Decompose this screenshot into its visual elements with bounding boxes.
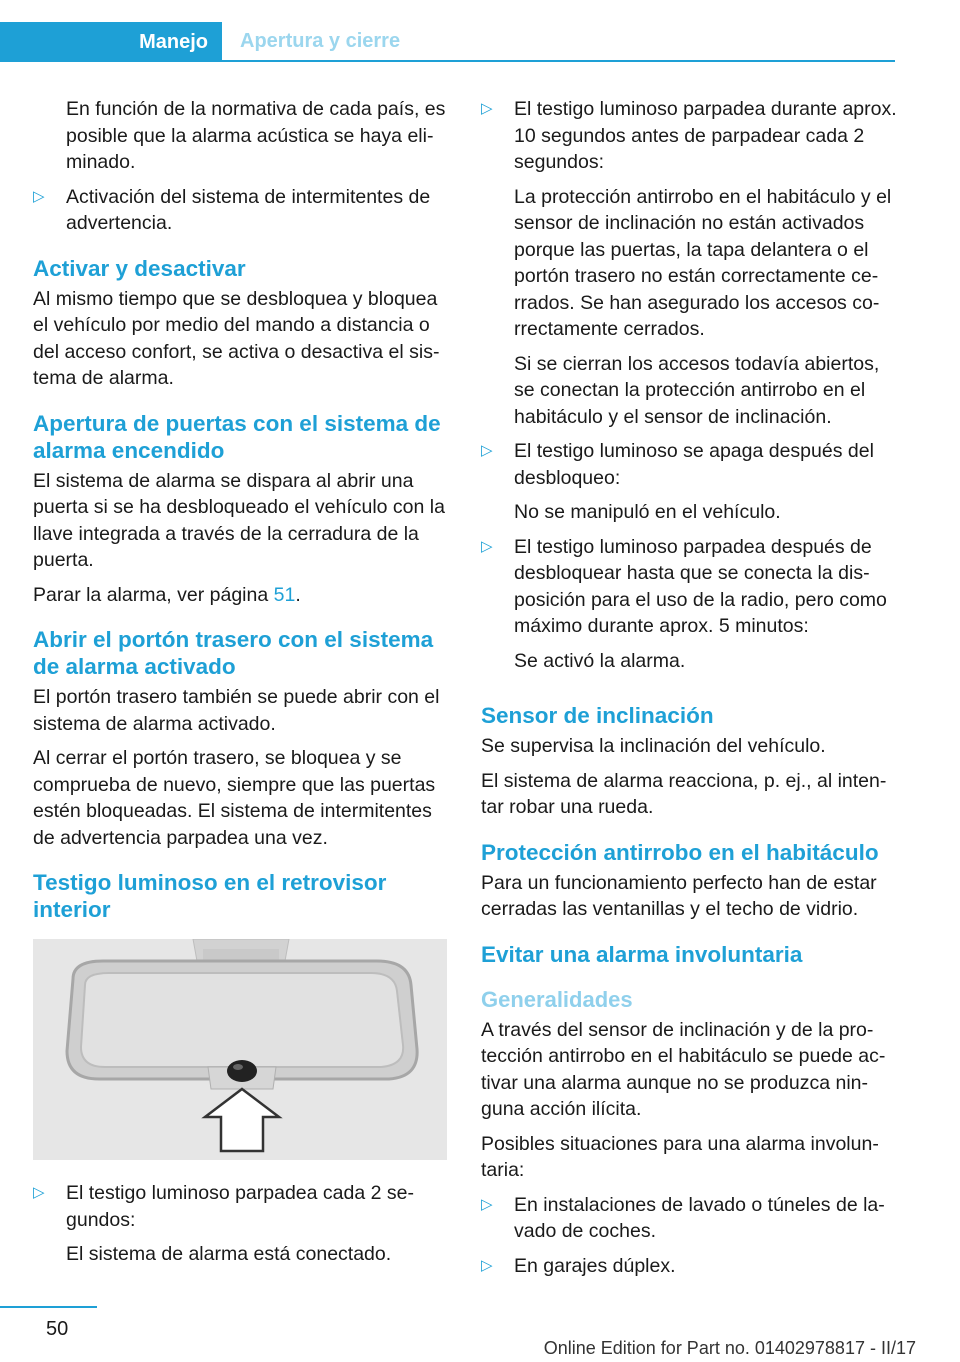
triangle-right-icon: ▷ — [481, 442, 493, 459]
page-number: 50 — [46, 1318, 69, 1340]
triangle-right-icon: ▷ — [33, 187, 45, 205]
paragraph: El sistema de alarma se dispara al abrir una puerta si se ha desbloqueado el vehículo con la llave integrada a través de la cerradura de la puerta. — [33, 469, 445, 571]
rearview-mirror-figure — [33, 939, 447, 1160]
paragraph: Al cerrar el portón trasero, se bloquea y se comprueba de nuevo, siempre que las puertas estén bloqueadas. El sistema de intermitentes de advertencia parpadea una vez. — [33, 747, 436, 849]
paragraph: Se supervisa la inclinación del vehículo. — [481, 735, 826, 757]
header-subsection: Apertura y cierre — [240, 30, 401, 52]
list-item: ▷ El testigo luminoso parpadea cada 2 segundos: — [33, 1182, 414, 1231]
paragraph: La protección antirrobo en el habitáculo y el sensor de inclinación no están activados porque las puertas, la tapa delantera o el portón trasero no están correctamente cerrados. Se han asegurado los accesos correctamente cerrados. — [514, 185, 892, 340]
section-heading: Evitar una alarma involuntaria — [481, 941, 803, 967]
section-heading: Activar y desactivar — [33, 255, 246, 281]
header-section-tab: Manejo — [0, 22, 222, 62]
paragraph: No se manipuló en el vehículo. — [514, 501, 781, 523]
section-heading: Testigo luminoso en el retrovisor interior — [33, 870, 387, 922]
list-item: ▷ El testigo luminoso se apaga después del desbloqueo: — [481, 440, 874, 489]
list-item: ▷ Activación del sistema de intermitentes de advertencia. — [33, 185, 431, 234]
paragraph: El sistema de alarma está conectado. — [66, 1243, 392, 1265]
paragraph: Para un funcionamiento perfecto han de estar cerradas las ventanillas y el techo de vidrio. — [481, 871, 877, 920]
section-heading: Apertura de puertas con el sistema de alarma encendido — [33, 410, 441, 463]
left-column — [33, 96, 451, 1276]
paragraph: El sistema de alarma reacciona, p. ej., al intentar robar una rueda. — [481, 769, 887, 818]
triangle-right-icon: ▷ — [33, 1184, 45, 1201]
section-heading: Protección antirrobo en el habitáculo — [481, 839, 879, 865]
triangle-right-icon: ▷ — [481, 1195, 493, 1213]
triangle-right-icon: ▷ — [481, 100, 493, 117]
triangle-right-icon: ▷ — [481, 1256, 493, 1274]
section-heading: Sensor de inclinación — [481, 703, 714, 728]
paragraph: En función de la normativa de cada país, es posible que la alarma acústica se haya eliminado. — [66, 98, 446, 173]
paragraph: Se activó la alarma. — [514, 649, 686, 672]
list-item: ▷ En instalaciones de lavado o túneles de lavado de coches. — [481, 1193, 885, 1242]
rearview-mirror-indicator-illustration — [33, 939, 447, 1160]
list-item: ▷ El testigo luminoso parpadea después de desbloquear hasta que se conecta la disposición para el uso de la radio, pero como máximo durante aprox. 5 minutos: — [481, 535, 887, 637]
paragraph: El portón trasero también se puede abrir con el sistema de alarma activado. — [33, 686, 440, 735]
subsection-heading: Generalidades — [481, 986, 633, 1012]
paragraph: A través del sensor de inclinación y de la protección antirrobo en el habitáculo se puede activar una alarma aunque no se produzca ninguna acción ilícita. — [481, 1018, 886, 1120]
list-item: ▷ En garajes dúplex. — [481, 1253, 897, 1280]
paragraph: Al mismo tiempo que se desbloquea y bloquea el vehículo por medio del mando a distancia o del acceso confort, se activa o desactiva el sistema de alarma. — [33, 287, 440, 389]
paragraph: Posibles situaciones para una alarma involuntaria: — [481, 1132, 879, 1181]
paragraph: Si se cierran los accesos todavía abiertos, se conectan la protección antirrobo en el habitáculo y el sensor de inclinación. — [514, 352, 880, 428]
list-item: ▷ El testigo luminoso parpadea durante aprox. 10 segundos antes de parpadear cada 2 segundos: — [481, 98, 897, 173]
header-rule — [0, 60, 895, 62]
edition-note: Online Edition for Part no. 01402978817 - II/17 — [543, 1338, 916, 1358]
paragraph: Parar la alarma, ver página 51. — [33, 583, 301, 606]
triangle-right-icon: ▷ — [481, 537, 493, 555]
page-link[interactable]: 51 — [273, 583, 296, 606]
footer-rule — [0, 1306, 97, 1308]
section-heading: Abrir el portón trasero con el sistema de alarma activado — [33, 627, 434, 679]
right-column — [481, 96, 897, 1287]
